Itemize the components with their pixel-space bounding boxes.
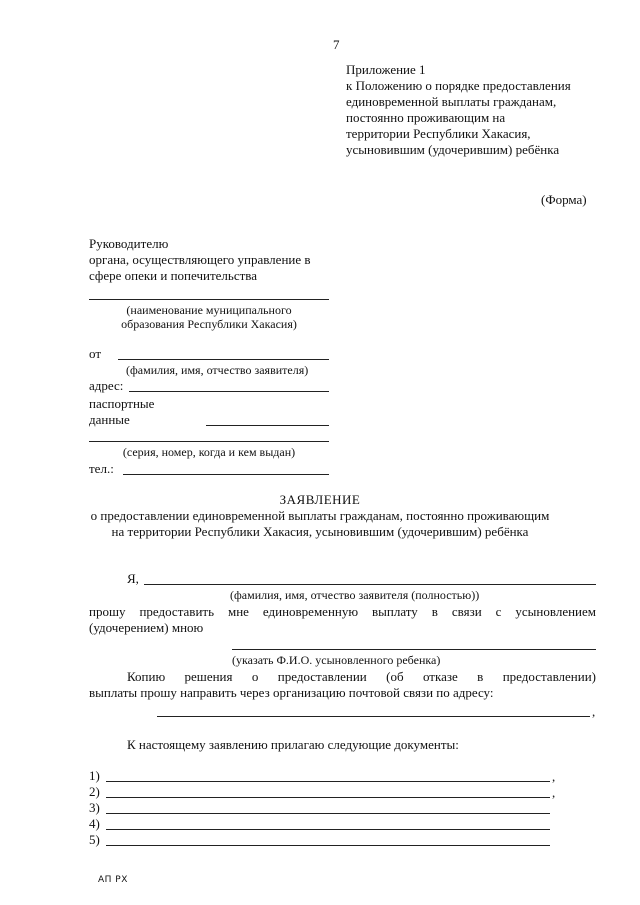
addressee-block — [89, 236, 311, 284]
addressee-line: Руководителю — [89, 236, 169, 251]
applicant-caption: (фамилия, имя, отчество заявителя) — [126, 363, 309, 377]
municipality-line[interactable] — [89, 299, 329, 300]
passport-line-1[interactable] — [206, 425, 329, 426]
address-line[interactable] — [129, 391, 329, 392]
child-name-line[interactable] — [232, 649, 596, 650]
doc-item-line[interactable] — [106, 797, 550, 798]
doc-item-end: , — [552, 769, 556, 784]
postal-address-comma: , — [592, 704, 596, 719]
appendix-line: к Положению о порядке предоставления — [346, 78, 571, 93]
appendix-line: усыновившим (удочерившим) ребёнка — [346, 142, 560, 157]
addressee-line: органа, осуществляющего управление в — [89, 252, 311, 267]
passport-label-2: данные — [89, 412, 130, 427]
addressee-line: сфере опеки и попечительства — [89, 268, 258, 283]
passport-caption: (серия, номер, когда и кем выдан) — [122, 445, 296, 459]
page-number: 7 — [333, 37, 340, 52]
documents-intro: К настоящему заявлению прилагаю следующие документы: — [127, 737, 459, 752]
fullname-line[interactable] — [144, 584, 596, 585]
doc-item-number: 1) — [89, 768, 100, 783]
municipality-caption-2: образования Республики Хакасия) — [121, 317, 297, 331]
doc-item-number: 2) — [89, 784, 100, 799]
doc-item-line[interactable] — [106, 845, 550, 846]
doc-item-end: , — [552, 785, 556, 800]
doc-item-line[interactable] — [106, 813, 550, 814]
copy-line-2: выплаты прошу направить через организацию почтовой связи по адресу: — [89, 685, 494, 700]
address-label: адрес: — [89, 378, 124, 393]
doc-item-number: 5) — [89, 832, 100, 847]
appendix-line: единовременной выплаты гражданам, — [346, 94, 557, 109]
appendix-line: постоянно проживающим на — [346, 110, 506, 125]
passport-label-1: паспортные — [89, 396, 155, 411]
i-label: Я, — [127, 571, 139, 586]
request-line-1: прошу предоставить мне единовременную выплату в связи с усыновлением — [89, 604, 596, 619]
appendix-line: Приложение 1 — [346, 62, 426, 77]
appendix-line: территории Республики Хакасия, — [346, 126, 531, 141]
request-line-2: (удочерением) мною — [89, 620, 204, 635]
statement-subtitle-1: о предоставлении единовременной выплаты гражданам, постоянно проживающим — [90, 508, 550, 523]
doc-item-line[interactable] — [106, 829, 550, 830]
statement-subtitle-2: на территории Республики Хакасия, усыновившим (удочерившим) ребёнка — [111, 524, 529, 539]
footer-code: АП РХ — [98, 875, 128, 885]
doc-item-number: 4) — [89, 816, 100, 831]
doc-item-line[interactable] — [106, 781, 550, 782]
fullname-caption: (фамилия, имя, отчество заявителя (полностью)) — [230, 588, 480, 602]
appendix-block — [346, 62, 571, 158]
applicant-name-line[interactable] — [118, 359, 329, 360]
postal-address-line[interactable] — [157, 716, 590, 717]
child-caption: (указать Ф.И.О. усыновленного ребенка) — [232, 653, 441, 667]
statement-title: ЗАЯВЛЕНИЕ — [279, 492, 361, 507]
passport-line-2[interactable] — [89, 441, 329, 442]
form-label: (Форма) — [541, 192, 587, 207]
municipality-caption-1: (наименование муниципального — [126, 303, 292, 317]
doc-item-number: 3) — [89, 800, 100, 815]
copy-line-1: Копию решения о предоставлении (об отказе в предоставлении) — [127, 669, 596, 684]
from-label: от — [89, 346, 102, 361]
phone-label: тел.: — [89, 461, 114, 476]
phone-line[interactable] — [123, 474, 329, 475]
